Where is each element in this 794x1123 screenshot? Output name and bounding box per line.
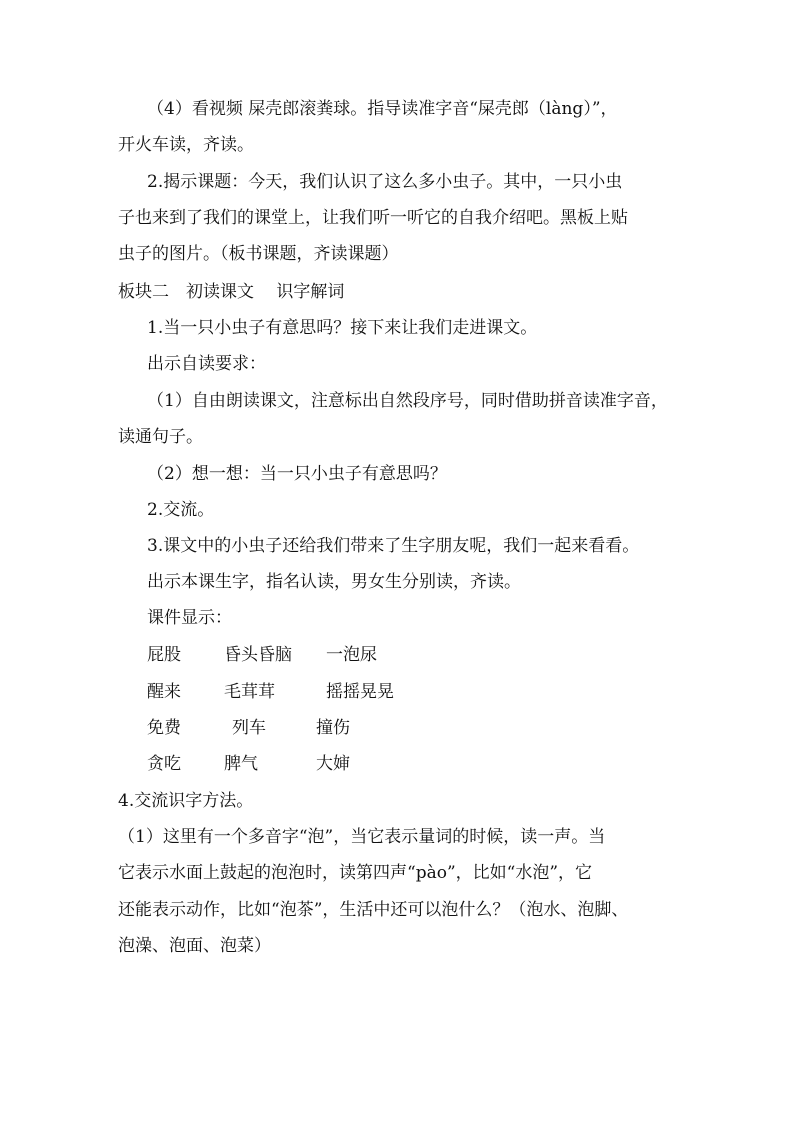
text-line: 3.课文中的小虫子还给我们带来了生字朋友呢，我们一起来看看。 [147, 536, 640, 556]
text-line: 2.揭示课题：今天，我们认识了这么多小虫子。其中，一只小虫 [147, 172, 623, 192]
text-line: 开火车读，齐读。 [118, 135, 254, 155]
text-line: 还能表示动作，比如“泡茶”，生活中还可以泡什么？（泡水、泡脚、 [118, 900, 629, 920]
text-line: 读通句子。 [118, 427, 203, 447]
vocab-word: 撞伤 [316, 718, 350, 738]
vocab-word: 毛茸茸 [224, 682, 275, 702]
text-line: 出示自读要求： [147, 354, 266, 374]
text-line: 1.当一只小虫子有意思吗？接下来让我们走进课文。 [147, 318, 538, 338]
vocab-word: 屁股 [147, 645, 181, 665]
vocab-word: 昏头昏脑 [224, 645, 292, 665]
text-line: 4.交流识字方法。 [118, 791, 254, 811]
vocab-word: 大婶 [316, 754, 350, 774]
text-line: （4）看视频 屎壳郎滚粪球。指导读准字音“屎壳郎（làng）”， [147, 99, 618, 119]
vocab-word: 醒来 [147, 682, 181, 702]
text-line: （2）想一想：当一只小虫子有意思吗？ [147, 464, 447, 484]
text-line: 课件显示： [147, 608, 232, 628]
text-line: 子也来到了我们的课堂上，让我们听一听它的自我介绍吧。黑板上贴 [118, 208, 628, 228]
vocab-word: 摇摇晃晃 [326, 682, 394, 702]
text-line: 出示本课生字，指名认读，男女生分别读，齐读。 [147, 572, 521, 592]
text-line: 它表示水面上鼓起的泡泡时，读第四声“pào”，比如“水泡”，它 [118, 863, 593, 883]
text-line: （1）自由朗读课文，注意标出自然段序号，同时借助拼音读准字音， [147, 391, 668, 411]
vocab-word: 一泡尿 [326, 645, 377, 665]
vocab-word: 列车 [232, 718, 266, 738]
section-heading: 板块二 初读课文 识字解词 [118, 282, 345, 302]
text-line: 泡澡、泡面、泡菜） [118, 936, 271, 956]
vocab-word: 脾气 [224, 754, 258, 774]
vocab-word: 免费 [147, 718, 181, 738]
text-line: 虫子的图片。（板书课题，齐读课题） [118, 244, 399, 264]
text-line: 2.交流。 [147, 500, 215, 520]
vocab-word: 贪吃 [147, 754, 181, 774]
text-line: （1）这里有一个多音字“泡”，当它表示量词的时候，读一声。当 [118, 827, 606, 847]
